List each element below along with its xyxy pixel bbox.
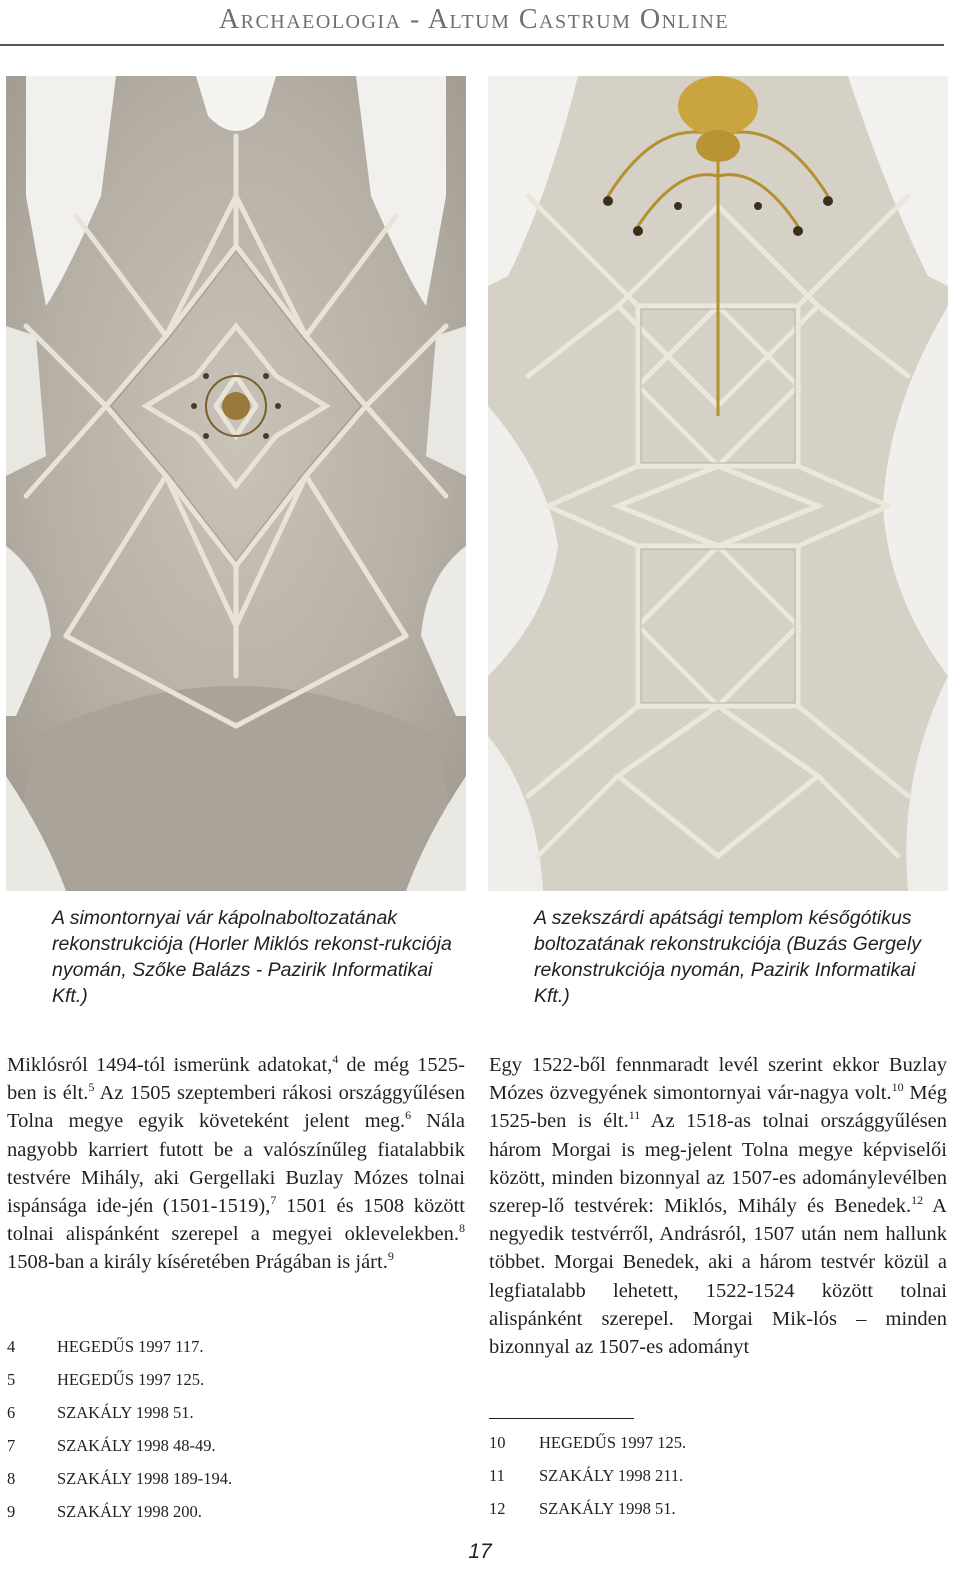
simontornya-vault-illustration: [6, 76, 466, 891]
body-text: A negyedik testvérről, Andrásról, 1507 után nem hallunk többet. Morgai Benedek, aki a három testvér közül a legfiatalabb lehetett, 1522-1524 között tolnai alispánként szerepel. Morgai Mik-lós – minden bizonnyal az 1507-es adományt: [489, 1195, 947, 1359]
body-text: Az 1505 szeptemberi rákosi országgyűlésen Tolna megye egyik követeként jelent meg.: [7, 1082, 466, 1133]
footnote-text: SZAKÁLY 1998 51.: [539, 1499, 676, 1518]
footnote-ref[interactable]: 11: [628, 1108, 641, 1123]
footnote-text: SZAKÁLY 1998 200.: [57, 1502, 202, 1521]
footnote: [489, 1426, 929, 1459]
footnote-number: 11: [489, 1466, 505, 1485]
footnote-text: SZAKÁLY 1998 211.: [539, 1466, 684, 1485]
footnote-text: HEGEDŰS 1997 125.: [57, 1370, 205, 1389]
footnote-separator: [489, 1418, 634, 1419]
footnote-number: 4: [7, 1337, 16, 1356]
footnote-number: 6: [7, 1403, 16, 1422]
body-text: 1508-ban a király kíséretében Prágában is járt.: [7, 1251, 388, 1274]
running-header: Archaeologia - Altum Castrum Online: [218, 4, 730, 35]
footnote-text: HEGEDŰS 1997 117.: [57, 1337, 204, 1356]
body-text: de még 1525-ben is élt.: [7, 1054, 465, 1105]
footnote-ref[interactable]: 10: [891, 1080, 904, 1095]
footnote-ref[interactable]: 12: [911, 1193, 924, 1208]
body-text: Az 1518-as tolnai országgyűlésen három Morgai is meg-jelent Tolna megye képviselői között, minden bizonnyal az 1507-es adománylevélben szerep-lő testvérek: Miklós, Mihály és Benedek.: [489, 1110, 948, 1218]
body-text: Egy 1522-ből fennmaradt levél szerint ekkor Buzlay Mózes özvegyének simontornyai vár-nagya volt.: [489, 1054, 947, 1105]
body-text: 1501 és 1508 között tolnai alispánként szerepel a megyei oklevelekben.: [7, 1195, 465, 1246]
body-text: Még 1525-ben is élt.: [489, 1082, 947, 1133]
footnote-ref[interactable]: 9: [387, 1249, 394, 1264]
szekszard-vault-illustration: [488, 76, 948, 891]
footnote: [7, 1363, 447, 1396]
footnote-text: SZAKÁLY 1998 51.: [57, 1403, 194, 1422]
footnotes-right: [489, 1426, 929, 1525]
footnotes-left: [7, 1330, 447, 1528]
footnote-text: SZAKÁLY 1998 189-194.: [57, 1469, 233, 1488]
footnote-text: HEGEDŰS 1997 125.: [539, 1433, 687, 1452]
footnote: [489, 1459, 929, 1492]
header-rule: [0, 44, 944, 46]
footnote: [7, 1462, 447, 1495]
vault-photo-right: [488, 76, 948, 891]
body-text-right: [489, 1051, 947, 1361]
footnote-number: 8: [7, 1469, 16, 1488]
footnote-ref[interactable]: 5: [88, 1080, 95, 1095]
vault-photo-left: [6, 76, 466, 891]
body-text: Miklósról 1494-tól ismerünk adatokat,: [7, 1054, 333, 1076]
footnote-ref[interactable]: 7: [270, 1193, 277, 1208]
figure-caption-right: A szekszárdi apátsági templom későgótikus boltozatának rekonstrukciója (Buzás Gergely rekonstrukciója nyomán, Pazirik Informatikai Kft.): [534, 907, 921, 1007]
footnote: [7, 1429, 447, 1462]
footnote: [7, 1495, 447, 1528]
footnote-number: 10: [489, 1433, 506, 1452]
footnote-number: 5: [7, 1370, 16, 1389]
footnote: [7, 1330, 447, 1363]
figure-caption-left: A simontornyai vár kápolnaboltozatának rekonstrukciója (Horler Miklós rekonst-rukciója nyomán, Szőke Balázs - Pazirik Informatikai Kft.): [52, 907, 452, 1007]
footnote: [7, 1396, 447, 1429]
body-text: Nála nagyobb karriert futott be a valószínűleg fiatalabbik testvére Mihály, aki Gergellaki Buzlay Mózes tolnai ispánsága ide-jén (1501-1519),: [7, 1110, 465, 1218]
footnote-ref[interactable]: 8: [459, 1221, 465, 1236]
footnote-number: 7: [7, 1436, 16, 1455]
footnote-text: SZAKÁLY 1998 48-49.: [57, 1436, 216, 1455]
footnote-number: 12: [489, 1499, 506, 1518]
body-text-left: [7, 1051, 465, 1277]
footnote-ref[interactable]: 4: [332, 1052, 339, 1067]
footnote: [489, 1492, 929, 1525]
footnote-ref[interactable]: 6: [405, 1108, 412, 1123]
page-number: 17: [468, 1540, 492, 1563]
footnote-number: 9: [7, 1502, 16, 1521]
